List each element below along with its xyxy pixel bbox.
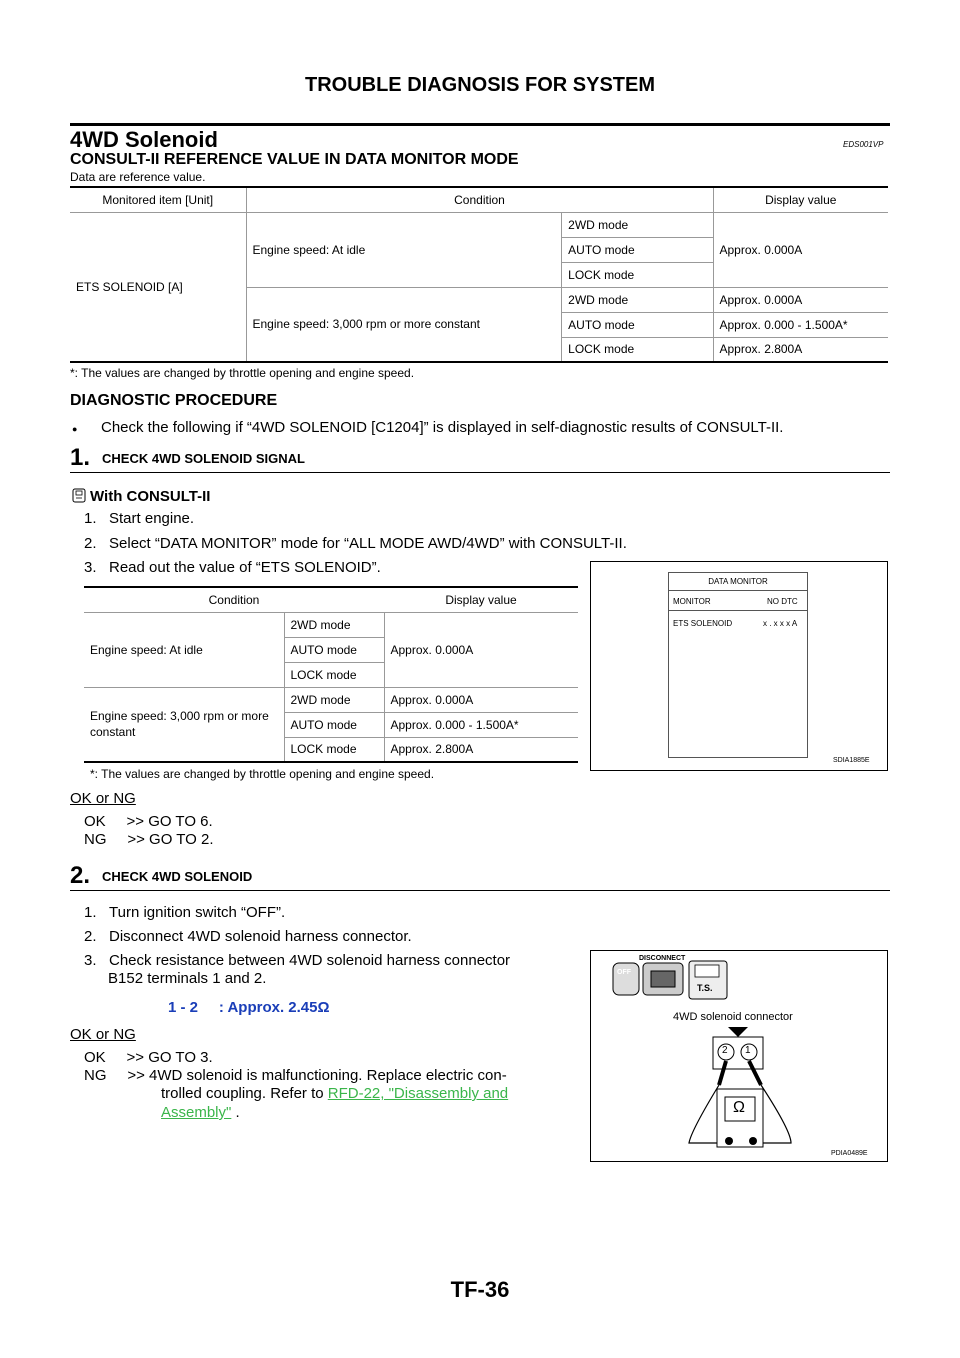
ohmmeter-icon <box>717 1089 763 1147</box>
page-number: TF-36 <box>450 1277 510 1302</box>
cell-mode: AUTO mode <box>284 712 384 737</box>
ref-link-disassembly[interactable]: RFD-22, "Disassembly and <box>327 1085 509 1102</box>
ng-line: NG >> GO TO 2. <box>84 831 214 848</box>
monitor-row-label: ETS SOLENOID <box>673 619 733 628</box>
ohm-symbol: Ω <box>733 1099 745 1116</box>
diag-bullet: Check the following if “4WD SOLENOID [C1204]” is displayed in self-diagnostic results of CONSULT-II. <box>101 419 784 436</box>
reference-table <box>70 186 888 363</box>
cell-mode: LOCK mode <box>284 737 384 762</box>
cell-mode: LOCK mode <box>284 662 384 687</box>
cell-mode: AUTO mode <box>562 312 713 337</box>
step1-title: CHECK 4WD SOLENOID SIGNAL <box>102 451 305 466</box>
with-consult: With CONSULT-II <box>90 488 211 505</box>
step2-item: 3. Check resistance between 4WD solenoid harness connector <box>84 952 511 969</box>
cell-mode: LOCK mode <box>562 262 713 287</box>
ng-line-2 <box>161 1085 508 1102</box>
cell-value: Approx. 0.000 - 1.500A* <box>713 312 888 337</box>
step2-rule <box>70 890 890 891</box>
th-display: Display value <box>713 187 888 212</box>
ref-title: CONSULT-II REFERENCE VALUE IN DATA MONITOR MODE <box>70 151 519 168</box>
label-off: OFF <box>617 969 631 976</box>
resistance-spec: 1 - 2 : Approx. 2.45Ω <box>168 999 330 1016</box>
cell-value: Approx. 0.000A <box>713 212 888 287</box>
connector-label: 4WD solenoid connector <box>673 1011 793 1023</box>
ok-line: OK >> GO TO 3. <box>84 1049 213 1066</box>
cell-value: Approx. 0.000A <box>384 612 578 687</box>
cell-mode: 2WD mode <box>284 687 384 712</box>
cell-value: Approx. 0.000A <box>713 287 888 312</box>
step2-title: CHECK 4WD SOLENOID <box>102 869 253 884</box>
label-ts: T.S. <box>697 983 713 993</box>
cell-value: Approx. 0.000 - 1.500A* <box>384 712 578 737</box>
step2-item: 1. Turn ignition switch “OFF”. <box>84 904 286 921</box>
cell-cond-3000: Engine speed: 3,000 rpm or more constant <box>246 287 562 362</box>
step1-item: 3. Read out the value of “ETS SOLENOID”. <box>84 559 381 576</box>
monitor-screen <box>668 572 808 758</box>
cell-mode: 2WD mode <box>284 612 384 637</box>
cell-mode: 2WD mode <box>562 287 713 312</box>
figure-code: PDIA0489E <box>831 1150 868 1157</box>
cell-cond-idle: Engine speed: At idle <box>246 212 562 287</box>
ng-line: NG >> 4WD solenoid is malfunctioning. Replace electric con- <box>84 1067 507 1084</box>
step2-item: B152 terminals 1 and 2. <box>108 970 267 987</box>
data-monitor-figure <box>590 561 888 771</box>
th-item: Monitored item [Unit] <box>70 187 246 212</box>
connector-figure <box>590 950 888 1162</box>
step1-item: 1. Start engine. <box>84 510 195 527</box>
step1-footnote: *: The values are changed by throttle opening and engine speed. <box>90 767 435 781</box>
ng-line-3 <box>161 1104 240 1121</box>
ref-link-assembly[interactable]: Assembly" <box>161 1104 232 1121</box>
monitor-col2: NO DTC <box>767 597 798 606</box>
step1-rule <box>70 472 890 473</box>
th-condition: Condition <box>84 587 384 612</box>
ng-text: trolled coupling. Refer to <box>161 1085 324 1102</box>
okng-label: OK or NG <box>70 790 136 807</box>
diag-title: DIAGNOSTIC PROCEDURE <box>70 392 278 409</box>
connector-body <box>713 1037 763 1069</box>
doc-id: EDS001VP <box>843 140 884 149</box>
figure-code: SDIA1885E <box>833 757 870 764</box>
cell-value: Approx. 2.800A <box>719 342 803 357</box>
step2-number: 2. <box>70 862 91 889</box>
ignition-off-icon <box>613 963 639 995</box>
bullet-icon: ● <box>72 424 78 434</box>
monitor-col1: MONITOR <box>673 597 711 606</box>
ref-footnote: *: The values are changed by throttle opening and engine speed. <box>70 366 415 380</box>
th-display: Display value <box>384 587 578 612</box>
step1-item: 2. Select “DATA MONITOR” mode for “ALL MODE AWD/4WD” with CONSULT-II. <box>84 535 627 552</box>
connector-diagram <box>591 951 889 1163</box>
monitor-divider <box>669 610 807 611</box>
cell-mode: 2WD mode <box>562 212 713 237</box>
pin-1: 1 <box>745 1045 751 1056</box>
step2-item: 2. Disconnect 4WD solenoid harness connector. <box>84 928 412 945</box>
ok-line: OK >> GO TO 6. <box>84 813 213 830</box>
cell-mode: LOCK mode <box>562 337 713 362</box>
ref-note: Data are reference value. <box>70 170 206 184</box>
section-title: 4WD Solenoid <box>70 127 218 152</box>
th-condition: Condition <box>246 187 713 212</box>
pin-2: 2 <box>722 1045 728 1056</box>
monitor-row-value: x . x x x A <box>763 619 798 628</box>
cell-mode: AUTO mode <box>284 637 384 662</box>
consult-icon <box>72 488 86 503</box>
cell-cond-idle: Engine speed: At idle <box>84 612 284 687</box>
step1-table <box>84 586 578 763</box>
label-disconnect: DISCONNECT <box>639 955 686 962</box>
cell-mode: AUTO mode <box>562 237 713 262</box>
cell-value: Approx. 2.800A <box>390 742 474 757</box>
okng-label: OK or NG <box>70 1026 136 1043</box>
monitor-header: DATA MONITOR <box>669 573 807 591</box>
step1-number: 1. <box>70 444 91 471</box>
cell-cond-3000: Engine speed: 3,000 rpm or more constant <box>84 687 284 762</box>
page-header: TROUBLE DIAGNOSIS FOR SYSTEM <box>304 74 656 96</box>
cell-value: Approx. 0.000A <box>384 687 578 712</box>
cell-item: ETS SOLENOID [A] <box>70 212 246 362</box>
ng-text-end: . <box>231 1104 240 1121</box>
connector-marker-icon <box>728 1027 748 1037</box>
header-rule <box>70 123 890 126</box>
